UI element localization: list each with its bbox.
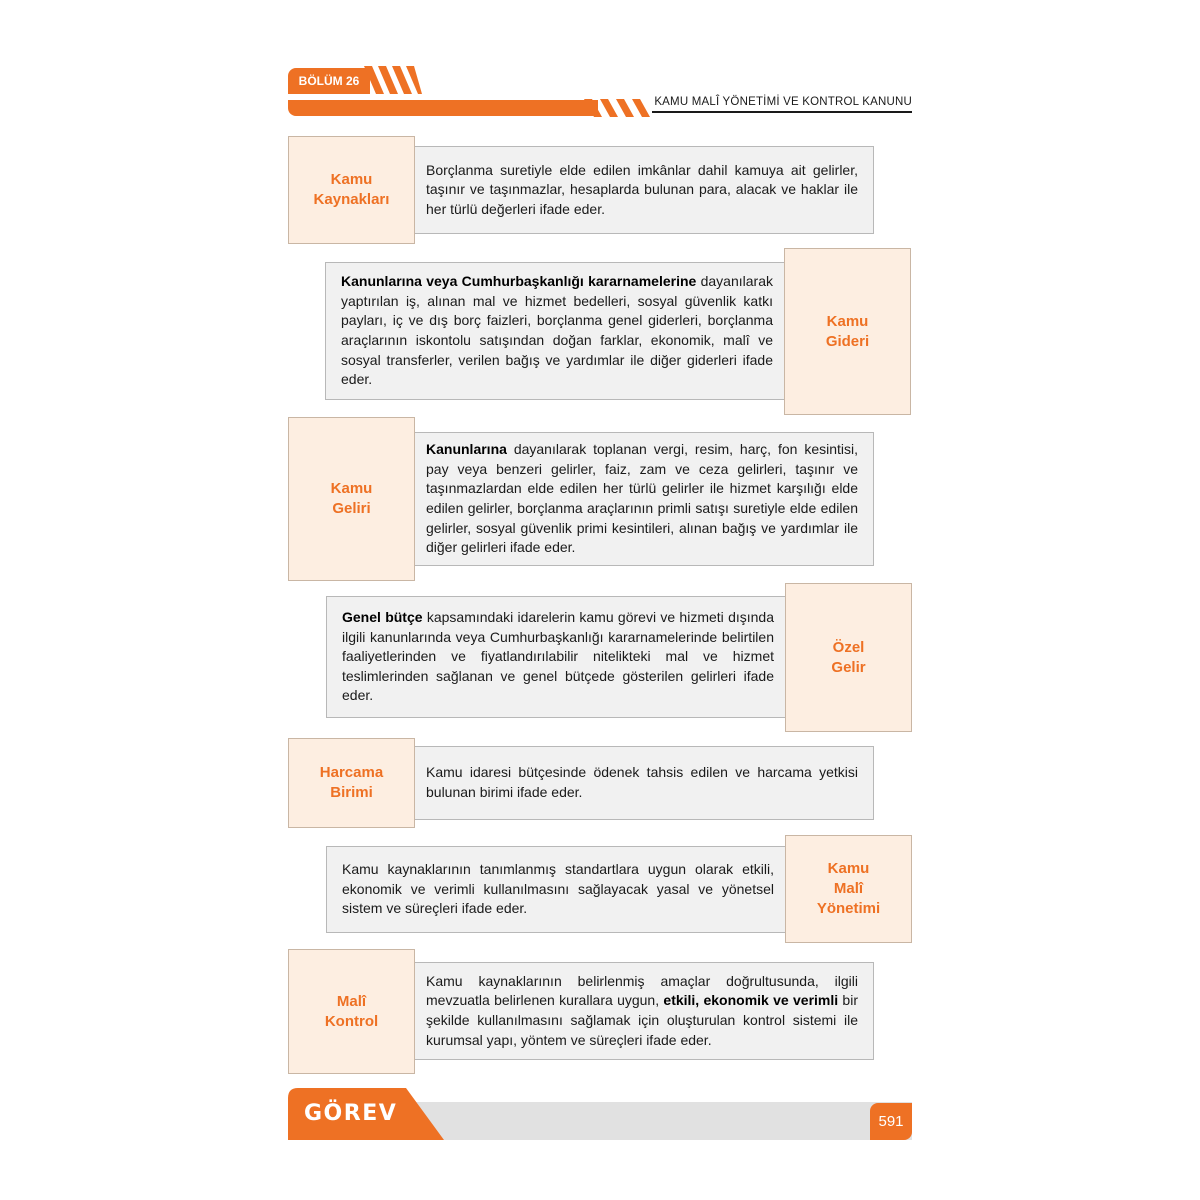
definition-bold-segment: Kanunlarına [426,441,507,458]
definition-text [426,972,858,1050]
term-label-line: Birimi [330,784,373,801]
definition-bold-segment: Genel bütçe [342,609,423,626]
term-label-line: Gideri [825,332,870,350]
term-box [288,949,415,1074]
definition-segment: Kamu kaynaklarının tanımlanmış standartlara uygun olarak etkili, ekonomik ve verimli kullanılmasını sağlayacak yasal ve yönetsel sistem ve süreçleri ifade eder. [342,861,774,917]
definition-box [326,596,786,718]
definition-text [341,272,773,390]
term-label-line: Malî [336,992,367,1010]
definition-box [414,746,874,820]
term-label-line: Gelir [831,658,866,676]
definition-box [326,846,786,933]
page-number: 591 [870,1103,912,1140]
term-label-line: Kamu [826,312,869,330]
term-box [785,583,912,732]
term-label-line: Geliri [332,500,371,517]
definition-segment: dayanılarak yaptırılan iş, alınan mal ve hizmet bedelleri, sosyal güvenlik katkı payları, iç ve dış borç faizleri, borçlanma genel giderleri, borçlanma araçlarının iskontolu satışından doğan farklar, ekonomik, malî ve sosyal transferler, verilen bağış ve yardımlar ile diğer giderleri ifade eder. [341,273,773,388]
term-box [288,136,415,244]
term-box [784,248,911,415]
term-label-line: Kontrol [324,1012,379,1030]
definition-box [414,146,874,234]
term-label-line: Malî [833,880,864,897]
header-bar-stripes-decoration [584,99,650,117]
footer-bar [400,1102,912,1140]
definition-segment: dayanılarak toplanan vergi, resim, harç, fon kesintisi, pay veya benzeri gelirler, faiz, zam ve ceza gelirleri, taşınır ve taşınmazlardan elde edilen her türlü gelirler ile hizmet karşılığı elde edilen gelirler, borçlanma araçlarının primli satışı suretiyle elde edilen gelirler, sosyal güvenlik primi kesintileri, alınan bağış ve yardımlar ile diğer gelirleri ifade eder. [426,441,858,556]
definition-segment: bir şekilde kullanılmasını sağlamak için oluşturulan kontrol sistemi ile kurumsal yapı, yöntem ve süreçleri ifade eder. [426,992,858,1048]
definition-segment: Borçlanma suretiyle elde edilen imkânlar dahil kamuya ait gelirler, taşınır ve taşınmazlar, hesaplarda bulunan para, alacak ve haklar ile her türlü değerleri ifade eder. [426,161,858,217]
definition-segment: Kamu idaresi bütçesinde ödenek tahsis edilen ve harcama yetkisi bulunan birimi ifade eder. [426,764,858,800]
gorev-logo-text: GÖREV [304,1101,398,1126]
definition-bold-segment: etkili, ekonomik ve verimli [663,992,839,1009]
term-label-line: Kamu [330,480,373,497]
header-stripes-decoration [362,66,422,94]
term-label-line: Özel [832,638,865,656]
term-label-line: Kamu [827,860,870,877]
section-title: KAMU MALÎ YÖNETİMİ VE KONTROL KANUNU [652,96,912,113]
definition-box [414,962,874,1060]
definition-text [342,608,774,706]
definition-text [426,440,858,558]
definition-box [325,262,785,400]
term-box [288,417,415,581]
definition-text [426,161,858,220]
term-label-line: Harcama [319,764,384,781]
term-label-line: Kaynakları [313,191,390,208]
definition-segment: kapsamındaki idarelerin kamu görevi ve hizmeti dışında ilgili kanunlarında veya Cumhurbaşkanlığı kararnamelerinde belirtilen faaliyetlerinden ve fiyatlandırılabilir nitelikteki mal ve hizmet teslimlerinden sağlanan ve genel bütçede gösterilen gelirleri ifade eder. [342,609,774,704]
term-label-line: Yönetimi [816,900,881,917]
header-bar [288,100,598,116]
definition-segment: Kamu kaynaklarının belirlenmiş amaçlar doğrultusunda, ilgili mevzuatla belirlenen kurallara uygun, [426,972,858,1009]
chapter-label: BÖLÜM 26 [288,68,370,94]
term-box [288,738,415,828]
definition-box [414,432,874,566]
term-label-line: Kamu [330,171,373,188]
definition-text [426,763,858,802]
term-box [785,835,912,943]
definition-text [342,860,774,919]
definition-bold-segment: Kanunlarına veya Cumhurbaşkanlığı kararnamelerine [341,273,697,290]
